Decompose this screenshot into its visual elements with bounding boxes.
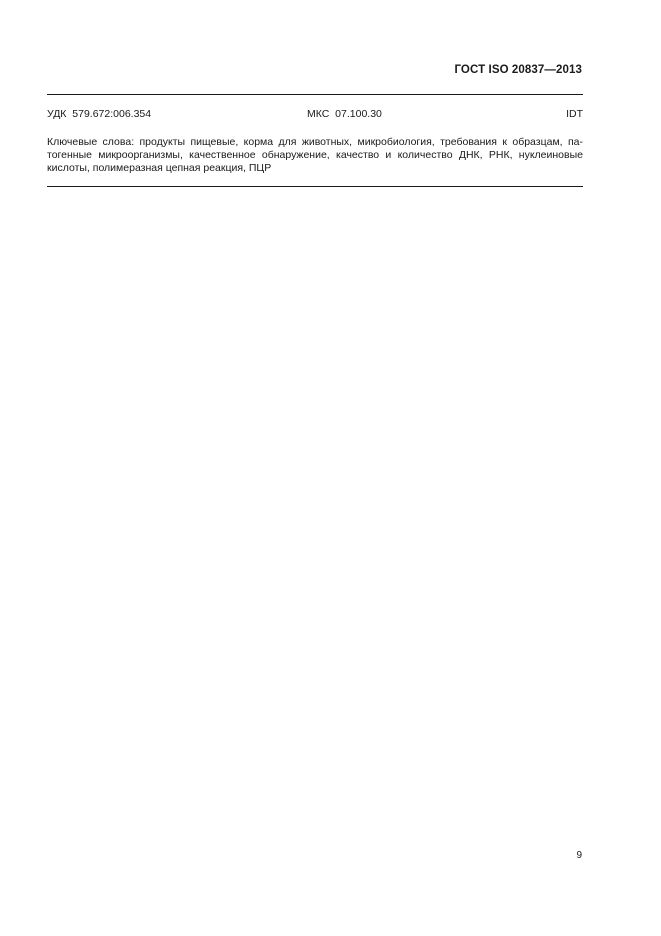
bottom-divider: [47, 186, 583, 187]
keywords-line: кислоты, полимеразная цепная реакция, ПЦР: [47, 162, 272, 174]
page-number: 9: [576, 850, 582, 861]
mks-code: [307, 108, 382, 120]
udk-value: 579.672:006.354: [72, 108, 152, 120]
mks-value: 07.100.30: [335, 108, 382, 120]
keywords-line: Ключевые слова: продукты пищевые, корма для животных, микробиология, требования к образцам, па-: [47, 136, 583, 148]
top-divider: [47, 94, 583, 95]
mks-label: МКС: [307, 108, 330, 120]
keywords-line: тогенные микроорганизмы, качественное обнаружение, качество и количество ДНК, РНК, нуклеиновые: [47, 149, 583, 161]
udk-code: [47, 108, 151, 120]
standard-designation: ГОСТ ISO 20837—2013: [454, 64, 582, 76]
equivalence-code: IDT: [566, 108, 583, 120]
classification-row: [47, 108, 583, 122]
udk-label: УДК: [47, 108, 67, 120]
keywords-paragraph: [47, 136, 583, 175]
